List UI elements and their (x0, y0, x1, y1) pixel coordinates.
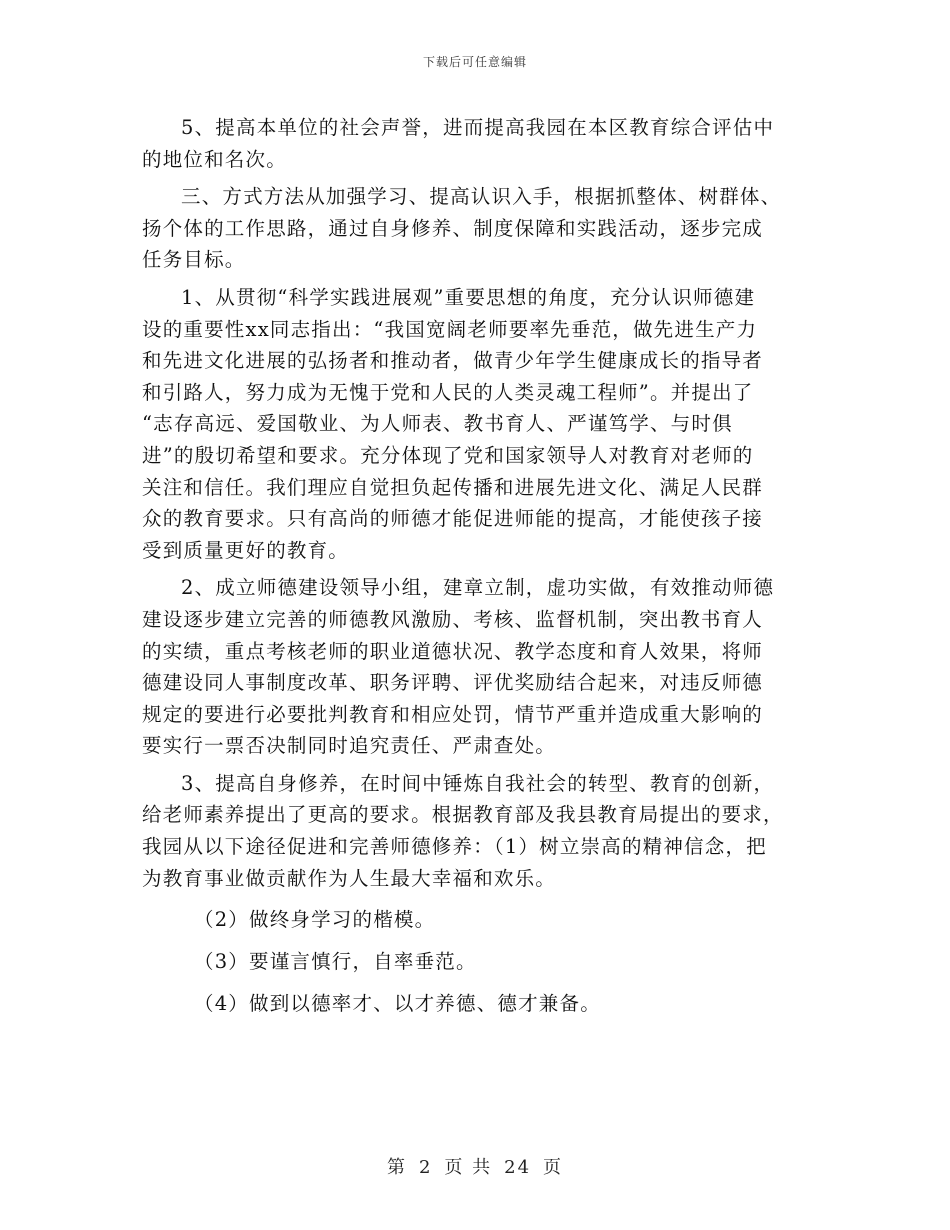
paragraph-method-3: 3、提高自身修养，在时间中锤炼自我社会的转型、教育的创新， 给老师素养提出了更高的要求。根据教育部及我县教育局提出的要求， 我园从以下途径促进和完善师德修养：（1）树立崇高的精神信念，把 为教育事业做贡献作为人生最大幸福和欢乐。 (142, 771, 784, 890)
footer-middle: 页 共 (444, 1157, 493, 1178)
footer-prefix: 第 (386, 1157, 407, 1178)
list-item: （2）做终身学习的楷模。 (194, 908, 436, 932)
page-footer (0, 1153, 950, 1179)
paragraph-methods: 三、方式方法从加强学习、提高认识入手，根据抓整体、树群体、 扬个体的工作思路，通过自身修养、制度保障和实践活动，逐步完成 任务目标。 (142, 185, 782, 272)
list-item: （4）做到以德率才、以才养德、德才兼备。 (194, 992, 601, 1016)
document-body (142, 112, 808, 1026)
paragraph-method-1: 1、从贯彻“科学实践进展观”重要思想的角度，充分认识师德建 设的重要性xx同志指出：“我国宽阔老师要率先垂范，做先进生产力 和先进文化进展的弘扬者和推动者，做青少年学生健康成长的指导者 和引路人，努力成为无愧于党和人民的人类灵魂工程师”。并提出了 “志存高远、爱国敬业、为人师表、教书育人、严谨笃学、与时俱 进”的殷切希望和要求。充分体现了党和国家领导人对教育对老师的 关注和信任。我们理应自觉担负起传播和进展先进文化、满足人民群 众的教育要求。只有高尚的师德才能促进师能的提高，才能使孩子接 受到质量更好的教育。 (142, 285, 764, 562)
total-pages: 24 (504, 1157, 532, 1178)
paragraph-method-2: 2、成立师德建设领导小组，建章立制，虚功实做，有效推动师德 建设逐步建立完善的师德教风激励、考核、监督机制，突出教书育人 的实绩，重点考核老师的职业道德状况、教学态度和育人效果，将师 德建设同人事制度改革、职务评聘、评优奖励结合起来，对违反师德 规定的要进行必要批判教育和相应处罚，情节严重并造成重大影响的 要实行一票否决制同时追究责任、严肃查处。 (142, 576, 775, 758)
page-header-note: 下载后可任意编辑 (422, 55, 527, 69)
page-number: 2 (418, 1157, 433, 1178)
footer-suffix: 页 (543, 1157, 564, 1178)
paragraph-goal-5: 5、提高本单位的社会声誉，进而提高我园在本区教育综合评估中 的地位和名次。 (142, 116, 775, 171)
list-item: （3）要谨言慎行，自率垂范。 (194, 950, 477, 974)
